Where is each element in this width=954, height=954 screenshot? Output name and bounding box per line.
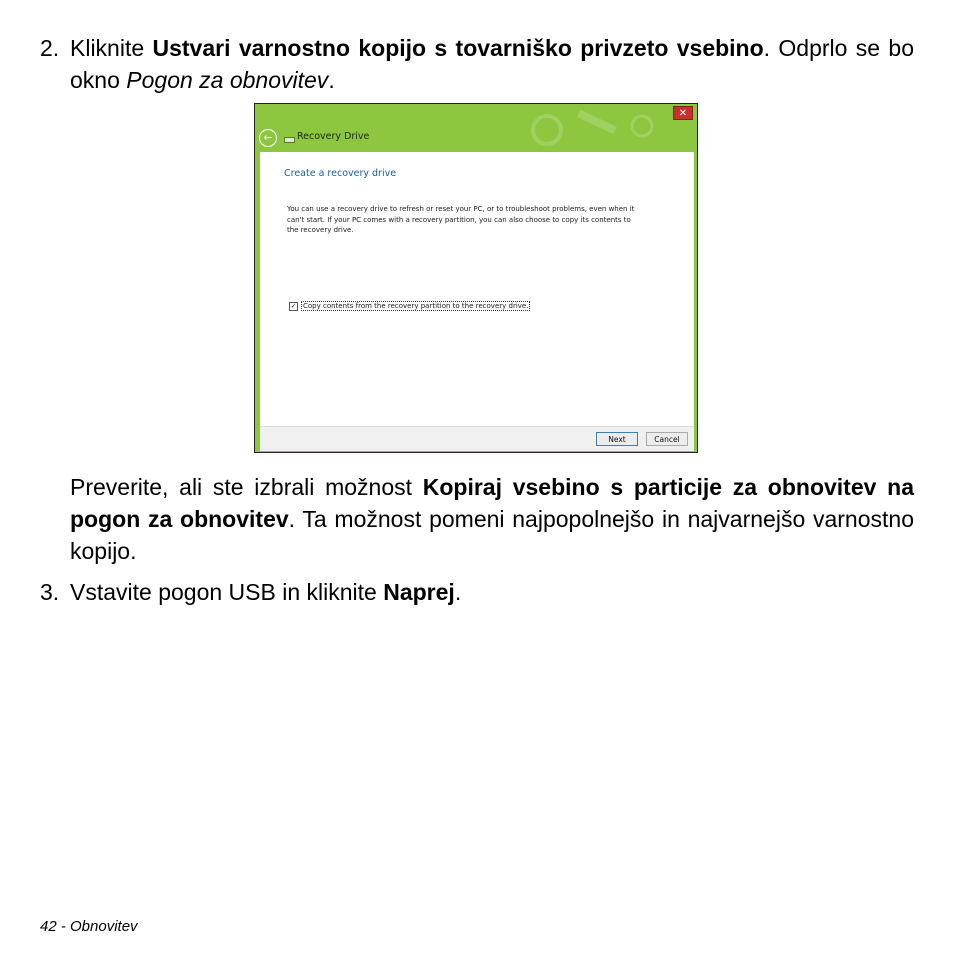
para-2-prefix: Preverite, ali ste izbrali možnost bbox=[70, 474, 423, 500]
drive-icon bbox=[284, 137, 295, 143]
dialog-footer bbox=[260, 426, 694, 451]
copy-contents-checkbox[interactable] bbox=[289, 301, 530, 311]
checkmark-icon: ✓ bbox=[290, 301, 297, 310]
recovery-drive-screenshot bbox=[254, 103, 698, 453]
checkbox-icon[interactable] bbox=[289, 302, 298, 311]
checkbox-label[interactable]: Copy contents from the recovery partition to the recovery drive. bbox=[303, 302, 529, 310]
para-2-suffix: . Ta možnost pomeni najpopolnejšo in najvarnejšo varnostno kopijo. bbox=[70, 506, 914, 564]
close-icon: ✕ bbox=[678, 108, 688, 119]
step-3-bold: Naprej bbox=[383, 579, 455, 605]
page-footer: 42 - Obnovitev bbox=[40, 918, 138, 935]
step-3-end: . bbox=[454, 579, 462, 605]
window-title: Recovery Drive bbox=[297, 131, 370, 142]
cancel-button[interactable]: Cancel bbox=[646, 432, 688, 446]
step-2-italic: Pogon za obnovitev bbox=[126, 67, 329, 93]
dialog-content bbox=[260, 152, 694, 426]
step-2-mid: . Odprlo se bo okno bbox=[70, 35, 914, 93]
next-button[interactable]: Next bbox=[596, 432, 638, 446]
step-2-text bbox=[70, 32, 914, 96]
step-2-bold: Ustvari varnostno kopijo s tovarniško privzeto vsebino bbox=[152, 35, 764, 61]
paragraph-verify bbox=[70, 471, 914, 567]
background-pattern-icon bbox=[517, 108, 667, 148]
dialog-heading: Create a recovery drive bbox=[284, 168, 397, 179]
step-2-number: 2. bbox=[40, 35, 60, 61]
step-3-number: 3. bbox=[40, 579, 60, 605]
back-button[interactable] bbox=[259, 129, 277, 147]
dialog-description: You can use a recovery drive to refresh or reset your PC, or to troubleshoot problems, even when it can't start. If your PC comes with a recovery partition, you can also choose to copy its contents to the recovery drive. bbox=[287, 205, 635, 234]
step-3-text bbox=[70, 576, 914, 608]
step-2-prefix: Kliknite bbox=[70, 35, 153, 61]
step-3-prefix: Vstavite pogon USB in kliknite bbox=[70, 579, 384, 605]
close-button[interactable] bbox=[673, 106, 693, 120]
step-2-end: . bbox=[328, 67, 335, 93]
back-arrow-icon: ← bbox=[263, 131, 273, 144]
para-2-bold: Kopiraj vsebino s particije za obnovitev na pogon za obnovitev bbox=[70, 474, 914, 532]
